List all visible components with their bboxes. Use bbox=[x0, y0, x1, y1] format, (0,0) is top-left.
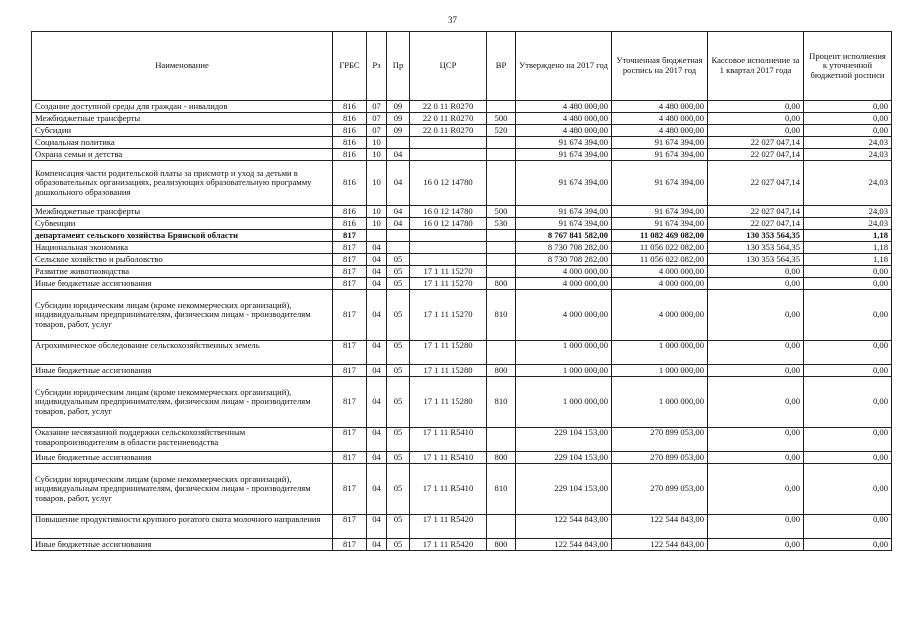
cell-refined: 122 544 843,00 bbox=[612, 515, 708, 539]
cell-approved: 91 674 394,00 bbox=[516, 206, 612, 218]
cell-percent: 24,03 bbox=[804, 149, 892, 161]
cell-name: Оказание несвязанной поддержки сельскохозяйственным товаропроизводителям в области растениеводства bbox=[32, 428, 333, 452]
cell-rz: 04 bbox=[367, 515, 387, 539]
table-row bbox=[32, 242, 892, 254]
cell-csr: 16 0 12 14780 bbox=[410, 161, 487, 206]
table-row bbox=[32, 464, 892, 515]
cell-csr bbox=[410, 230, 487, 242]
cell-cash: 0,00 bbox=[708, 365, 804, 377]
cell-percent: 0,00 bbox=[804, 515, 892, 539]
cell-grbs: 817 bbox=[333, 452, 367, 464]
cell-pr: 05 bbox=[387, 254, 410, 266]
table-row bbox=[32, 149, 892, 161]
cell-vr: 520 bbox=[487, 125, 516, 137]
cell-cash: 0,00 bbox=[708, 341, 804, 365]
cell-percent: 0,00 bbox=[804, 125, 892, 137]
cell-percent: 24,03 bbox=[804, 137, 892, 149]
cell-grbs: 816 bbox=[333, 137, 367, 149]
table-header-row bbox=[32, 32, 892, 101]
cell-approved: 122 544 843,00 bbox=[516, 515, 612, 539]
cell-vr bbox=[487, 161, 516, 206]
cell-name: Субсидии юридическим лицам (кроме некоммерческих организаций), индивидуальным предпринимателям, физическим лицам - производителям товаров, работ, услуг bbox=[32, 464, 333, 515]
cell-csr: 22 0 11 R0270 bbox=[410, 125, 487, 137]
cell-pr: 09 bbox=[387, 113, 410, 125]
cell-refined: 91 674 394,00 bbox=[612, 161, 708, 206]
cell-refined: 1 000 000,00 bbox=[612, 377, 708, 428]
cell-cash: 0,00 bbox=[708, 278, 804, 290]
cell-name: Иные бюджетные ассигнования bbox=[32, 278, 333, 290]
header-refined: Уточненная бюджетная роспись на 2017 год bbox=[612, 32, 708, 101]
cell-grbs: 817 bbox=[333, 365, 367, 377]
cell-approved: 4 000 000,00 bbox=[516, 290, 612, 341]
cell-grbs: 817 bbox=[333, 341, 367, 365]
cell-name: Межбюджетные трансферты bbox=[32, 113, 333, 125]
cell-cash: 0,00 bbox=[708, 515, 804, 539]
table-row bbox=[32, 290, 892, 341]
cell-cash: 0,00 bbox=[708, 377, 804, 428]
cell-refined: 91 674 394,00 bbox=[612, 137, 708, 149]
table-row bbox=[32, 452, 892, 464]
cell-pr: 05 bbox=[387, 539, 410, 551]
cell-grbs: 817 bbox=[333, 539, 367, 551]
header-pr: Пр bbox=[387, 32, 410, 101]
cell-percent: 0,00 bbox=[804, 539, 892, 551]
cell-name: департамент сельского хозяйства Брянской области bbox=[32, 230, 333, 242]
cell-pr: 05 bbox=[387, 428, 410, 452]
cell-refined: 122 544 843,00 bbox=[612, 539, 708, 551]
cell-approved: 4 480 000,00 bbox=[516, 125, 612, 137]
cell-name: Субсидии юридическим лицам (кроме некоммерческих организаций), индивидуальным предпринимателям, физическим лицам - производителям товаров, работ, услуг bbox=[32, 377, 333, 428]
cell-csr: 17 1 11 15280 bbox=[410, 341, 487, 365]
cell-grbs: 817 bbox=[333, 230, 367, 242]
cell-cash: 130 353 564,35 bbox=[708, 230, 804, 242]
cell-refined: 4 000 000,00 bbox=[612, 278, 708, 290]
cell-vr bbox=[487, 242, 516, 254]
cell-name: Субвенции bbox=[32, 218, 333, 230]
cell-percent: 0,00 bbox=[804, 452, 892, 464]
cell-percent: 0,00 bbox=[804, 341, 892, 365]
cell-approved: 4 480 000,00 bbox=[516, 113, 612, 125]
header-rz: Рз bbox=[367, 32, 387, 101]
cell-cash: 0,00 bbox=[708, 125, 804, 137]
cell-rz: 04 bbox=[367, 452, 387, 464]
cell-rz: 04 bbox=[367, 341, 387, 365]
cell-csr: 17 1 11 15280 bbox=[410, 377, 487, 428]
cell-refined: 91 674 394,00 bbox=[612, 149, 708, 161]
cell-csr: 22 0 11 R0270 bbox=[410, 113, 487, 125]
cell-percent: 0,00 bbox=[804, 113, 892, 125]
cell-rz: 10 bbox=[367, 161, 387, 206]
cell-rz: 04 bbox=[367, 278, 387, 290]
cell-percent: 0,00 bbox=[804, 464, 892, 515]
cell-cash: 22 027 047,14 bbox=[708, 137, 804, 149]
cell-refined: 4 000 000,00 bbox=[612, 290, 708, 341]
table-row bbox=[32, 161, 892, 206]
cell-approved: 91 674 394,00 bbox=[516, 137, 612, 149]
table-row bbox=[32, 539, 892, 551]
table-row bbox=[32, 206, 892, 218]
cell-refined: 4 480 000,00 bbox=[612, 125, 708, 137]
cell-refined: 270 899 053,00 bbox=[612, 452, 708, 464]
cell-grbs: 816 bbox=[333, 125, 367, 137]
cell-refined: 11 082 469 082,00 bbox=[612, 230, 708, 242]
cell-percent: 1,18 bbox=[804, 242, 892, 254]
cell-vr: 810 bbox=[487, 377, 516, 428]
cell-refined: 270 899 053,00 bbox=[612, 428, 708, 452]
cell-csr: 17 1 11 R5410 bbox=[410, 428, 487, 452]
cell-vr bbox=[487, 266, 516, 278]
cell-csr: 17 1 11 R5420 bbox=[410, 515, 487, 539]
cell-name: Создание доступной среды для граждан - инвалидов bbox=[32, 101, 333, 113]
cell-pr: 09 bbox=[387, 125, 410, 137]
cell-name: Иные бюджетные ассигнования bbox=[32, 365, 333, 377]
header-percent: Процент исполнения к уточненной бюджетной росписи bbox=[804, 32, 892, 101]
cell-approved: 1 000 000,00 bbox=[516, 365, 612, 377]
cell-pr: 05 bbox=[387, 290, 410, 341]
header-name: Наименование bbox=[32, 32, 333, 101]
cell-vr bbox=[487, 101, 516, 113]
cell-csr: 17 1 11 15270 bbox=[410, 266, 487, 278]
cell-rz: 04 bbox=[367, 377, 387, 428]
cell-approved: 1 000 000,00 bbox=[516, 377, 612, 428]
cell-approved: 91 674 394,00 bbox=[516, 149, 612, 161]
cell-cash: 0,00 bbox=[708, 428, 804, 452]
cell-percent: 24,03 bbox=[804, 206, 892, 218]
cell-vr: 800 bbox=[487, 452, 516, 464]
cell-csr bbox=[410, 137, 487, 149]
table-row bbox=[32, 365, 892, 377]
header-csr: ЦСР bbox=[410, 32, 487, 101]
header-approved: Утверждено на 2017 год bbox=[516, 32, 612, 101]
table-row bbox=[32, 341, 892, 365]
cell-approved: 4 480 000,00 bbox=[516, 101, 612, 113]
cell-cash: 0,00 bbox=[708, 290, 804, 341]
table-body bbox=[32, 101, 892, 551]
cell-rz: 07 bbox=[367, 125, 387, 137]
cell-pr bbox=[387, 230, 410, 242]
cell-approved: 229 104 153,00 bbox=[516, 452, 612, 464]
cell-rz: 04 bbox=[367, 428, 387, 452]
cell-grbs: 817 bbox=[333, 254, 367, 266]
cell-rz: 04 bbox=[367, 254, 387, 266]
cell-percent: 1,18 bbox=[804, 254, 892, 266]
cell-grbs: 817 bbox=[333, 266, 367, 278]
cell-rz: 04 bbox=[367, 365, 387, 377]
cell-refined: 4 480 000,00 bbox=[612, 113, 708, 125]
cell-rz: 10 bbox=[367, 218, 387, 230]
table-row bbox=[32, 113, 892, 125]
cell-cash: 22 027 047,14 bbox=[708, 206, 804, 218]
cell-approved: 1 000 000,00 bbox=[516, 341, 612, 365]
cell-cash: 0,00 bbox=[708, 101, 804, 113]
table-row bbox=[32, 377, 892, 428]
cell-approved: 8 730 708 282,00 bbox=[516, 254, 612, 266]
cell-grbs: 817 bbox=[333, 464, 367, 515]
cell-rz: 10 bbox=[367, 137, 387, 149]
cell-vr: 810 bbox=[487, 464, 516, 515]
cell-pr: 05 bbox=[387, 464, 410, 515]
cell-vr bbox=[487, 149, 516, 161]
budget-table bbox=[31, 31, 892, 551]
cell-cash: 0,00 bbox=[708, 464, 804, 515]
cell-vr: 800 bbox=[487, 278, 516, 290]
cell-rz: 04 bbox=[367, 242, 387, 254]
cell-percent: 0,00 bbox=[804, 377, 892, 428]
cell-name: Иные бюджетные ассигнования bbox=[32, 539, 333, 551]
cell-pr: 04 bbox=[387, 218, 410, 230]
cell-pr: 05 bbox=[387, 341, 410, 365]
cell-cash: 130 353 564,35 bbox=[708, 242, 804, 254]
table-row bbox=[32, 230, 892, 242]
table-row bbox=[32, 137, 892, 149]
cell-name: Повышение продуктивности крупного рогатого скота молочного направления bbox=[32, 515, 333, 539]
cell-grbs: 817 bbox=[333, 428, 367, 452]
cell-cash: 22 027 047,14 bbox=[708, 218, 804, 230]
cell-percent: 0,00 bbox=[804, 428, 892, 452]
cell-refined: 91 674 394,00 bbox=[612, 218, 708, 230]
table-row bbox=[32, 125, 892, 137]
cell-pr: 05 bbox=[387, 377, 410, 428]
cell-vr: 810 bbox=[487, 290, 516, 341]
cell-approved: 4 000 000,00 bbox=[516, 278, 612, 290]
cell-rz: 04 bbox=[367, 290, 387, 341]
table-row bbox=[32, 254, 892, 266]
cell-approved: 229 104 153,00 bbox=[516, 428, 612, 452]
cell-approved: 8 767 841 582,00 bbox=[516, 230, 612, 242]
cell-approved: 229 104 153,00 bbox=[516, 464, 612, 515]
cell-percent: 0,00 bbox=[804, 266, 892, 278]
cell-rz: 10 bbox=[367, 206, 387, 218]
table-row bbox=[32, 515, 892, 539]
cell-name: Субсидии юридическим лицам (кроме некоммерческих организаций), индивидуальным предпринимателям, физическим лицам - производителям товаров, работ, услуг bbox=[32, 290, 333, 341]
cell-cash: 130 353 564,35 bbox=[708, 254, 804, 266]
cell-approved: 91 674 394,00 bbox=[516, 161, 612, 206]
cell-refined: 91 674 394,00 bbox=[612, 206, 708, 218]
cell-name: Межбюджетные трансферты bbox=[32, 206, 333, 218]
cell-csr: 17 1 11 15280 bbox=[410, 365, 487, 377]
cell-grbs: 817 bbox=[333, 290, 367, 341]
cell-approved: 91 674 394,00 bbox=[516, 218, 612, 230]
cell-approved: 4 000 000,00 bbox=[516, 266, 612, 278]
cell-rz: 04 bbox=[367, 266, 387, 278]
cell-cash: 22 027 047,14 bbox=[708, 161, 804, 206]
cell-pr: 05 bbox=[387, 452, 410, 464]
cell-refined: 11 056 022 082,00 bbox=[612, 242, 708, 254]
cell-cash: 22 027 047,14 bbox=[708, 149, 804, 161]
cell-rz: 10 bbox=[367, 149, 387, 161]
cell-csr: 16 0 12 14780 bbox=[410, 218, 487, 230]
cell-vr: 500 bbox=[487, 113, 516, 125]
cell-csr: 17 1 11 R5420 bbox=[410, 539, 487, 551]
cell-pr: 05 bbox=[387, 515, 410, 539]
cell-rz: 04 bbox=[367, 539, 387, 551]
cell-percent: 0,00 bbox=[804, 278, 892, 290]
cell-refined: 270 899 053,00 bbox=[612, 464, 708, 515]
cell-pr: 05 bbox=[387, 278, 410, 290]
cell-grbs: 816 bbox=[333, 206, 367, 218]
table-row bbox=[32, 218, 892, 230]
cell-name: Национальная экономика bbox=[32, 242, 333, 254]
cell-name: Компенсация части родительской платы за присмотр и уход за детьми в образовательных организациях, реализующих образовательную программу дошкольного образования bbox=[32, 161, 333, 206]
cell-pr bbox=[387, 242, 410, 254]
cell-pr: 05 bbox=[387, 266, 410, 278]
cell-rz bbox=[367, 230, 387, 242]
cell-pr: 09 bbox=[387, 101, 410, 113]
cell-name: Иные бюджетные ассигнования bbox=[32, 452, 333, 464]
cell-refined: 11 056 022 082,00 bbox=[612, 254, 708, 266]
cell-vr: 530 bbox=[487, 218, 516, 230]
cell-rz: 04 bbox=[367, 464, 387, 515]
cell-cash: 0,00 bbox=[708, 539, 804, 551]
cell-pr: 04 bbox=[387, 149, 410, 161]
cell-vr bbox=[487, 254, 516, 266]
cell-vr bbox=[487, 515, 516, 539]
cell-percent: 0,00 bbox=[804, 290, 892, 341]
cell-name: Развитие животноводства bbox=[32, 266, 333, 278]
cell-grbs: 817 bbox=[333, 515, 367, 539]
cell-vr: 800 bbox=[487, 365, 516, 377]
cell-percent: 24,03 bbox=[804, 161, 892, 206]
page-number: 37 bbox=[448, 15, 457, 25]
cell-refined: 4 480 000,00 bbox=[612, 101, 708, 113]
cell-vr: 800 bbox=[487, 539, 516, 551]
cell-csr: 16 0 12 14780 bbox=[410, 206, 487, 218]
cell-pr: 04 bbox=[387, 161, 410, 206]
cell-csr bbox=[410, 149, 487, 161]
header-grbs: ГРБС bbox=[333, 32, 367, 101]
cell-csr: 17 1 11 R5410 bbox=[410, 464, 487, 515]
cell-vr bbox=[487, 137, 516, 149]
cell-cash: 0,00 bbox=[708, 113, 804, 125]
cell-grbs: 817 bbox=[333, 242, 367, 254]
cell-grbs: 817 bbox=[333, 278, 367, 290]
header-cash: Кассовое исполнение за 1 квартал 2017 года bbox=[708, 32, 804, 101]
cell-approved: 8 730 708 282,00 bbox=[516, 242, 612, 254]
cell-refined: 4 000 000,00 bbox=[612, 266, 708, 278]
cell-percent: 0,00 bbox=[804, 365, 892, 377]
cell-pr bbox=[387, 137, 410, 149]
cell-grbs: 816 bbox=[333, 161, 367, 206]
cell-percent: 24,03 bbox=[804, 218, 892, 230]
cell-grbs: 816 bbox=[333, 149, 367, 161]
cell-csr bbox=[410, 254, 487, 266]
cell-csr bbox=[410, 242, 487, 254]
cell-pr: 05 bbox=[387, 365, 410, 377]
cell-vr bbox=[487, 341, 516, 365]
cell-grbs: 817 bbox=[333, 377, 367, 428]
cell-grbs: 816 bbox=[333, 218, 367, 230]
cell-vr: 500 bbox=[487, 206, 516, 218]
cell-cash: 0,00 bbox=[708, 452, 804, 464]
cell-name: Агрохимическое обследование сельскохозяйственных земель bbox=[32, 341, 333, 365]
cell-vr bbox=[487, 428, 516, 452]
cell-name: Социальная политика bbox=[32, 137, 333, 149]
table-row bbox=[32, 101, 892, 113]
cell-pr: 04 bbox=[387, 206, 410, 218]
cell-rz: 07 bbox=[367, 101, 387, 113]
cell-csr: 17 1 11 15270 bbox=[410, 278, 487, 290]
cell-vr bbox=[487, 230, 516, 242]
cell-name: Субсидии bbox=[32, 125, 333, 137]
cell-percent: 0,00 bbox=[804, 101, 892, 113]
cell-name: Сельское хозяйство и рыболовство bbox=[32, 254, 333, 266]
cell-csr: 17 1 11 15270 bbox=[410, 290, 487, 341]
table-row bbox=[32, 278, 892, 290]
cell-csr: 17 1 11 R5410 bbox=[410, 452, 487, 464]
cell-approved: 122 544 843,00 bbox=[516, 539, 612, 551]
table-row bbox=[32, 266, 892, 278]
cell-grbs: 816 bbox=[333, 113, 367, 125]
cell-refined: 1 000 000,00 bbox=[612, 341, 708, 365]
cell-grbs: 816 bbox=[333, 101, 367, 113]
cell-rz: 07 bbox=[367, 113, 387, 125]
cell-name: Охрана семьи и детства bbox=[32, 149, 333, 161]
table-row bbox=[32, 428, 892, 452]
cell-percent: 1,18 bbox=[804, 230, 892, 242]
cell-csr: 22 0 11 R0270 bbox=[410, 101, 487, 113]
header-vr: ВР bbox=[487, 32, 516, 101]
cell-refined: 1 000 000,00 bbox=[612, 365, 708, 377]
cell-cash: 0,00 bbox=[708, 266, 804, 278]
